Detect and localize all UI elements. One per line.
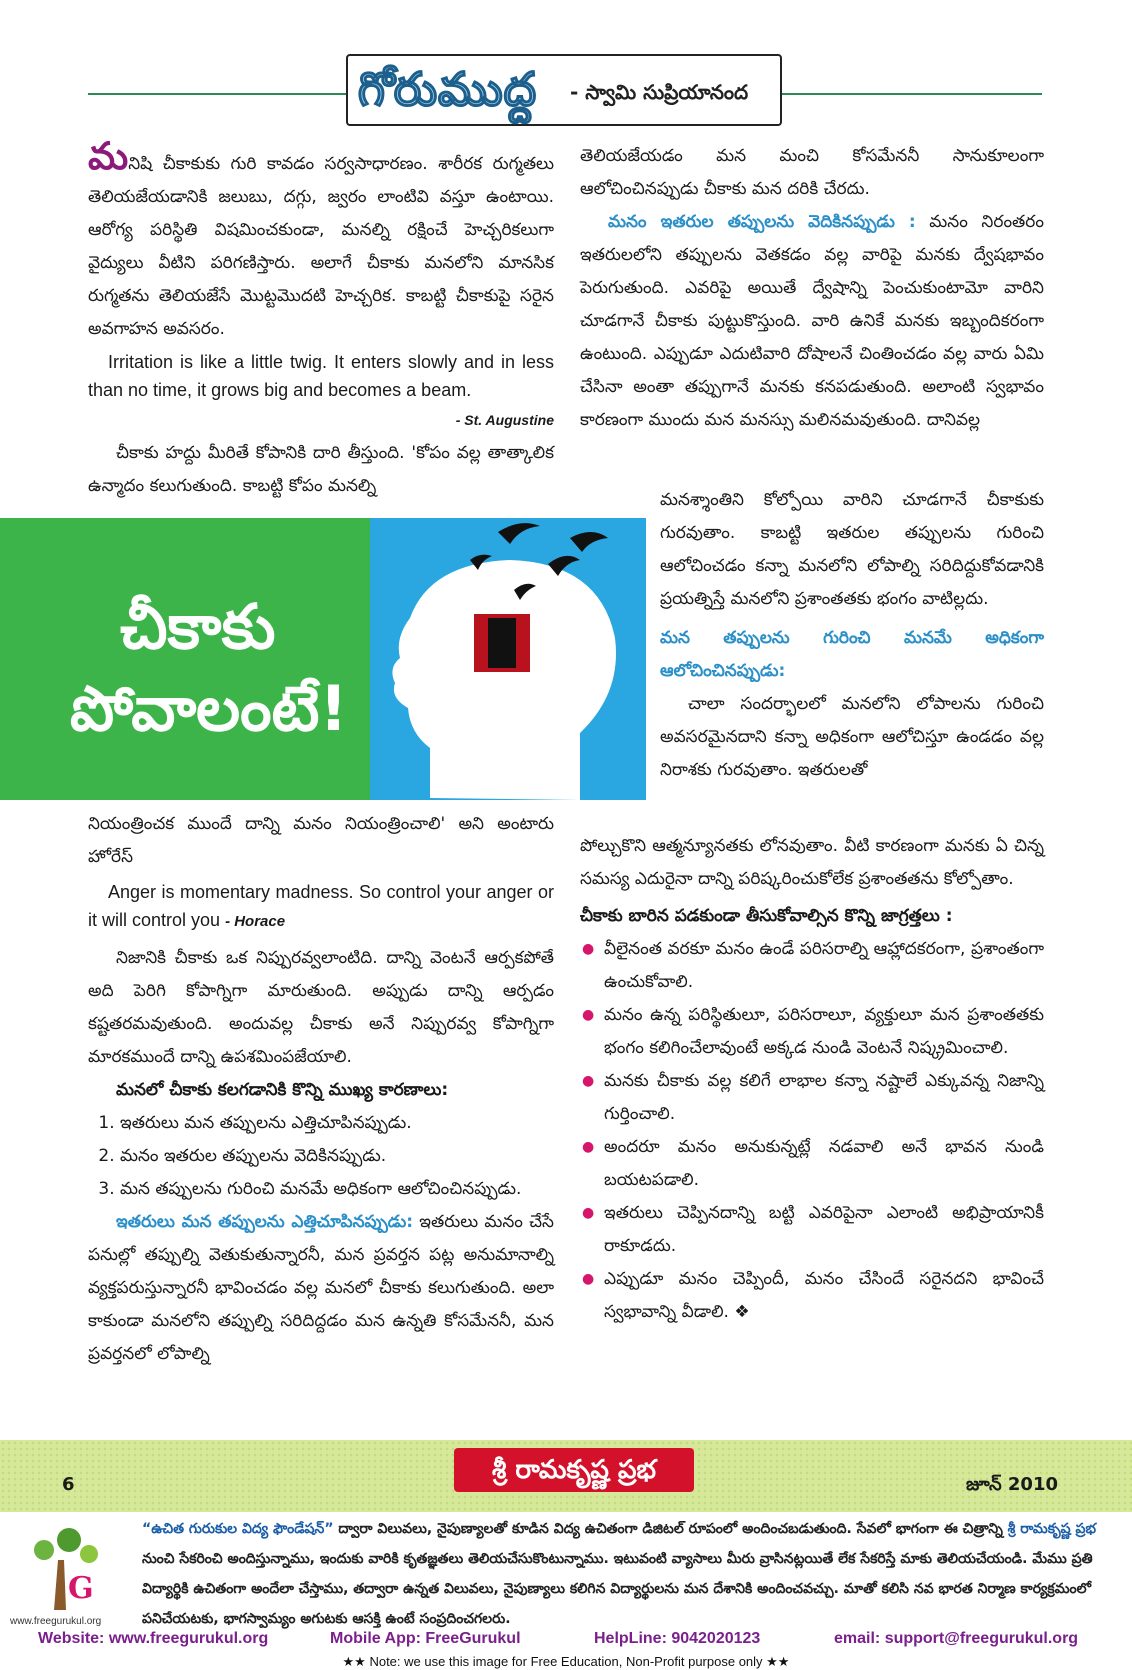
mobile-app-link[interactable]: Mobile App: FreeGurukul — [330, 1630, 521, 1647]
quote-augustine-attribution: - St. Augustine — [455, 412, 554, 428]
issue-date: జూన్ 2010 — [966, 1474, 1059, 1495]
right-column-top — [580, 140, 1044, 437]
usage-note: ★★ Note: we use this image for Free Education, Non-Profit purpose only ★★ — [342, 1654, 790, 1669]
paragraph-inferiority: పోల్చుకొని ఆత్మన్యూనతకు లోనవుతాం. వీటి కారణంగా మనకు ఏ చిన్న సమస్య ఎదురైనా దాన్ని పరిష్కరించుకోలేక ప్రశాంతతను కోల్పోతాం. — [580, 836, 1044, 889]
page-number: 6 — [62, 1474, 75, 1495]
causes-heading: మనలో చీకాకు కలగడానికి కొన్ని ముఖ్య కారణాలు: — [116, 1080, 449, 1100]
intro-paragraph: నిషి చీకాకుకు గురి కావడం సర్వసాధారణం. శారీరక రుగ్మతలు తెలియజేయడానికి జలుబు, దగ్గు, జ్వరం లాంటివి వస్తూ ఉంటాయి. ఆరోగ్య పరిస్థితి విషమించకుండా, మనల్ని రక్షించే హెచ్చరికలుగా వైద్యులు వీటిని పరిగణిస్తారు. అలాగే చీకాకు మనలోని మానసిక రుగ్మతను తెలియజేసే మొట్టమొదటి హెచ్చరిక. కాబట్టి చీకాకుపై సరైన అవగాహన అవసరం. — [88, 154, 554, 339]
left-column-top — [88, 134, 554, 503]
magazine-credit: శ్రీ రామకృష్ణ ప్రభ — [1007, 1521, 1096, 1537]
paragraph-own-faults: చాలా సందర్భాలలో మనలోని లోపాలను గురించి అవసరమైనదాని కన్నా అధికంగా ఆలోచిస్తూ ఉండడం వల్ల నిరాశకు గురవుతాం. ఇతరులతో — [660, 694, 1044, 780]
column-logo: గోరుముద్ద — [358, 62, 538, 116]
window-opening — [488, 618, 516, 668]
email-link[interactable]: email: support@freegurukul.org — [834, 1630, 1079, 1647]
cause-item: 1. ఇతరులు మన తప్పులను ఎత్తిచూపినప్పుడు. — [120, 1107, 554, 1140]
bird-icon-1 — [498, 523, 540, 544]
header-rule-left — [88, 93, 346, 95]
head-birds-svg — [370, 518, 646, 800]
banner-title-line1: చీకాకు — [120, 590, 276, 663]
paragraph-horace: నియంత్రించక ముందే దాన్ని మనం నియంత్రించాలి' అని అంటారు హోరేస్ — [88, 814, 554, 867]
author-name: - స్వామి సుప్రియానంద — [570, 80, 749, 104]
section-heading-own-faults: మన తప్పులను గురించి మనమే అధికంగా ఆలోచించినప్పుడు: — [660, 628, 1044, 681]
tip-item: ● మనం ఉన్న పరిస్థితులూ, పరిసరాలూ, వ్యక్తులూ మన ప్రశాంతతకు భంగం కలిగించేలావుంటే అక్కడ నుండి వెంటనే నిష్క్రమించాలి. — [580, 999, 1044, 1065]
freegurukul-notice: “ఉచిత గురుకుల విద్య ఫౌండేషన్” ద్వారా విలువలు, నైపుణ్యాలతో కూడిన విద్య ఉచితంగా డిజిటల్ రూపంలో అందించబడుతుంది. సేవలో భాగంగా ఈ చిత్రాన్ని శ్రీ రామకృష్ణ ప్రభ నుంచి సేకరించి అందిస్తున్నాము, ఇందుకు వారికి కృతజ్ఞతలు తెలియచేసుకొంటున్నాము. ఇటువంటి వ్యాసాలు మీరు వ్రాసినట్లయితే లేక సేకరిస్తే మాకు తెలియచేయండి. మేము ప్రతి విద్యార్థికి ఉచితంగా అందేలా చేస్తాము, తద్వారా ఉన్నత విలువలు, నైపుణ్యాలు కలిగిన విద్యార్థులను మన దేశానికి అందించవచ్చు. మాతో కలిసి నవ భారత నిర్మాణ కార్యక్రమంలో పనిచేయటకు, భాగస్వామ్యం అగుటకు ఆసక్తి ఉంటే సంప్రదించగలరు. — [142, 1521, 1096, 1627]
bird-icon-2 — [570, 532, 608, 552]
head-silhouette — [392, 560, 616, 800]
cause-item: 3. మన తప్పులను గురించి మనమే అధికంగా ఆలోచించినప్పుడు. — [120, 1173, 554, 1206]
paragraph-finding-faults: మనం నిరంతరం ఇతరులలోని తప్పులను వెతకడం వల్ల వారిపై మనకు ద్వేషభావం పెరుగుతుంది. ఎవరిపై అయితే ద్వేషాన్ని పెంచుకుంటామో వారిని చూడగానే చీకాకు పుట్టుకొస్తుంది. వారి ఉనికే మనకు ఇబ్బందికరంగా ఉంటుంది. ఎప్పుడూ ఎదుటివారి దోషాలనే చింతించడం వల్ల వారు ఏమి చేసినా అంతా తప్పుగానే మనకు కనపడుతుంది. అలాంటి స్వభావం కారణంగా ముందు మన మనస్సు మలినమవుతుంది. దానివల్ల — [580, 212, 1044, 430]
tips-heading: చీకాకు బారిన పడకుండా తీసుకోవాల్సిన కొన్ని జాగ్రత్తలు : — [580, 906, 953, 926]
magazine-name: శ్రీ రామకృష్ణ ప్రభ — [454, 1448, 694, 1492]
section-heading-finding-faults: మనం ఇతరుల తప్పులను వెదికినప్పుడు : — [608, 212, 916, 232]
left-column-bottom — [88, 808, 554, 1371]
paragraph-positive: తెలియజేయడం మన మంచి కోసమేననీ సానుకూలంగా ఆలోచించినప్పుడు చీకాకు మన దరికి చేరదు. — [580, 146, 1044, 199]
paragraph-others-point: ఇతరులు మనం చేసే పనుల్లో తప్పుల్ని వెతుకుతున్నారనీ, మన ప్రవర్తన పట్ల అనుమానాల్ని వ్యక్తపరుస్తున్నారనీ భావించడం వల్ల మనలో చీకాకు కలుగుతుంది. అలా కాకుండా మనలోని తప్పుల్ని సరిదిద్దడం మన ఉన్నతి కోసమేననీ, మన ప్రవర్తనలో లోపాల్ని — [88, 1212, 554, 1364]
quote-horace-attribution: - Horace — [225, 913, 286, 930]
section-heading-others-point: ఇతరులు మన తప్పులను ఎత్తిచూపినప్పుడు: — [116, 1212, 414, 1232]
foundation-name: “ఉచిత గురుకుల విద్య ఫౌండేషన్” — [142, 1521, 334, 1537]
quote-horace: Anger is momentary madness. So control your anger or it will control you — [88, 882, 554, 930]
tip-item: ● అందరూ మనం అనుకున్నట్లే నడవాలి అనే భావన నుండి బయటపడాలి. — [580, 1131, 1044, 1197]
tip-item: ● మనకు చీకాకు వల్ల కలిగే లాభాల కన్నా నష్టాలే ఎక్కువన్న నిజాన్ని గుర్తించాలి. — [580, 1065, 1044, 1131]
helpline-number[interactable]: HelpLine: 9042020123 — [594, 1630, 761, 1647]
drop-cap: మ — [88, 134, 129, 178]
tip-item: ● ఎప్పుడూ మనం చెప్పిందీ, మనం చేసిందే సరైనదని భావించే స్వభావాన్ని వీడాలి. ❖ — [580, 1263, 1044, 1329]
cause-item: 2. మనం ఇతరుల తప్పులను వెదికినప్పుడు. — [120, 1140, 554, 1173]
banner-title-line2: పోవాలంటే! — [70, 672, 348, 745]
paragraph-peace: మనశ్శాంతిని కోల్పోయి వారిని చూడగానే చీకాకుకు గురవుతాం. కాబట్టి ఇతరుల తప్పులను గురించి ఆలోచించడం కన్నా మనలోని లోపాల్ని సరిదిద్దుకోవడానికి ప్రయత్నిస్తే మనలోని ప్రశాంతతకు భంగం వాటిల్లదు. — [660, 490, 1044, 609]
website-link[interactable]: Website: www.freegurukul.org — [38, 1630, 269, 1647]
tip-item: ● ఇతరులు చెప్పినదాన్ని బట్టి ఎవరిపైనా ఎలాంటి అభిప్రాయానికీ రాకూడదు. — [580, 1197, 1044, 1263]
right-column-middle — [660, 484, 1044, 787]
tip-item: ● వీలైనంత వరకూ మనం ఉండే పరిసరాల్ని ఆహ్లాదకరంగా, ప్రశాంతంగా ఉంచుకోవాలి. — [580, 933, 1044, 999]
paragraph-anger: చీకాకు హద్దు మీరితే కోపానికి దారి తీస్తుంది. 'కోపం వల్ల తాత్కాలిక ఉన్మాదం కలుగుతుంది. కాబట్టి కోపం మనల్ని — [88, 443, 554, 496]
title-box — [346, 54, 782, 126]
banner-head-illustration — [370, 518, 646, 800]
svg-text:G: G — [68, 1571, 94, 1606]
causes-list — [88, 1107, 554, 1206]
paragraph-spark: నిజానికి చీకాకు ఒక నిప్పురవ్వలాంటిది. దాన్ని వెంటనే ఆర్పకపోతే అది పెరిగి కోపాగ్నిగా మారుతుంది. అప్పుడు దాన్ని ఆర్పడం కష్టతరమవుతుంది. అందువల్ల చీకాకు అనే నిప్పురవ్వ కోపాగ్నిగా మారకముందే దాన్ని ఉపశమింపజేయాలి. — [88, 948, 554, 1067]
tips-list — [580, 933, 1044, 1329]
freegurukul-logo — [10, 1520, 124, 1627]
header-rule-right — [782, 93, 1042, 95]
right-column-bottom — [580, 830, 1044, 1329]
freegurukul-url: www.freegurukul.org — [10, 1616, 102, 1627]
quote-augustine: Irritation is like a little twig. It enters slowly and in less than no time, it grows big and becomes a beam. — [88, 352, 554, 400]
